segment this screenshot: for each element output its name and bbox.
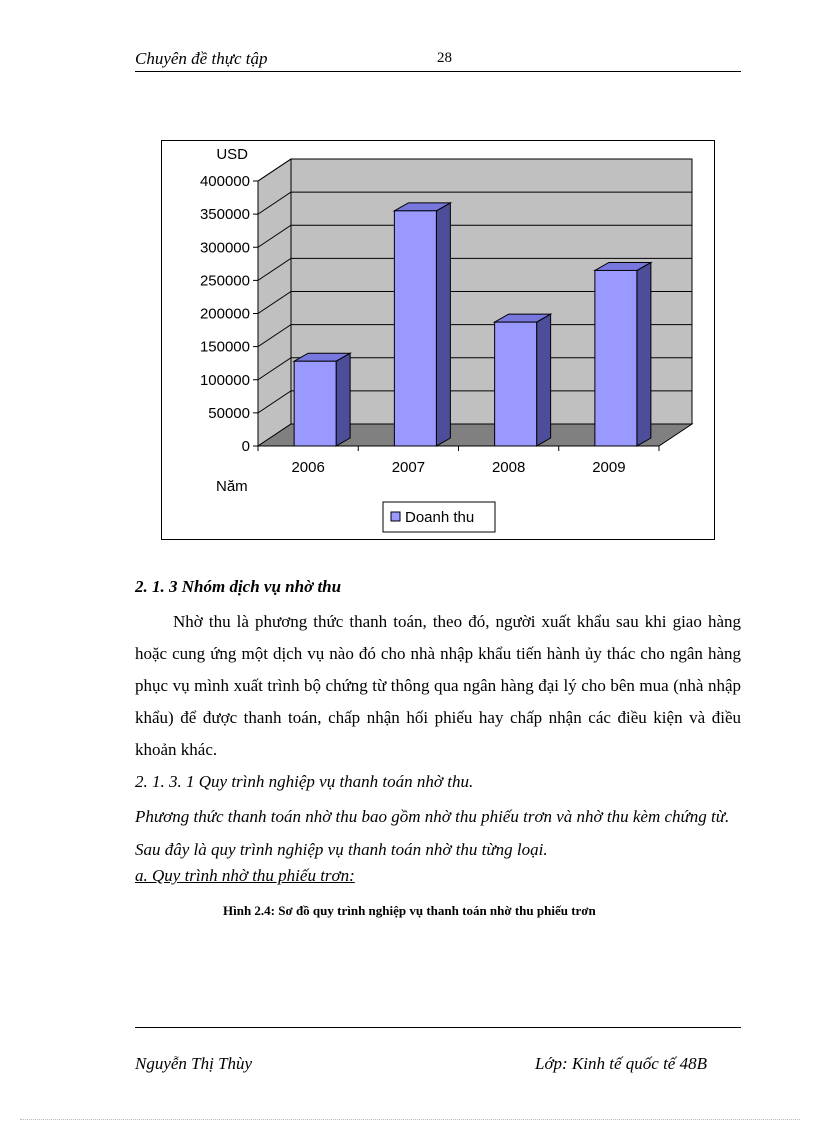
bar-side xyxy=(336,353,350,446)
bar-side xyxy=(537,314,551,446)
y-tick-label: 0 xyxy=(241,438,250,455)
page-number: 28 xyxy=(437,50,452,66)
y-tick-label: 150000 xyxy=(199,338,250,356)
legend xyxy=(383,502,495,532)
bottom-dotted-line xyxy=(20,1119,800,1120)
legend-swatch xyxy=(391,512,400,521)
y-axis-title: USD xyxy=(216,146,248,163)
bar-side xyxy=(436,203,450,446)
bar-2007 xyxy=(394,203,450,446)
legend-label: Doanh thu xyxy=(405,509,475,526)
bar-front xyxy=(294,361,336,446)
y-tick-label: 100000 xyxy=(199,371,250,389)
x-tick-label: 2006 xyxy=(291,459,325,476)
bar-2006 xyxy=(294,353,350,446)
x-axis-title: Năm xyxy=(216,478,248,495)
x-tick-label: 2009 xyxy=(592,459,626,476)
revenue-chart xyxy=(161,140,715,540)
bar-front xyxy=(595,270,637,446)
bar-front xyxy=(394,211,436,446)
section-heading: 2. 1. 3 Nhóm dịch vụ nhờ thu xyxy=(135,577,342,596)
header-rule xyxy=(135,71,741,72)
footer-author: Nguyễn Thị Thùy xyxy=(135,1054,253,1073)
bar-front xyxy=(495,322,537,446)
chart-canvas xyxy=(162,141,714,539)
bar-side xyxy=(637,262,651,446)
header-title: Chuyên đề thực tập xyxy=(135,49,268,68)
x-tick-label: 2007 xyxy=(391,459,426,476)
y-tick-label: 50000 xyxy=(208,404,250,422)
y-tick-label: 250000 xyxy=(199,272,250,290)
figure-caption: Hình 2.4: Sơ đồ quy trình nghiệp vụ thanh toán nhờ thu phiếu trơn xyxy=(223,903,596,918)
bar-2009 xyxy=(595,262,651,446)
y-tick-label: 400000 xyxy=(199,173,250,190)
y-tick-label: 300000 xyxy=(199,239,250,257)
footer-rule xyxy=(135,1027,741,1028)
underlined-heading: a. Quy trình nhờ thu phiếu trơn: xyxy=(135,866,355,885)
y-tick-label: 200000 xyxy=(199,305,250,323)
bar-2008 xyxy=(495,314,551,446)
sub-heading: 2. 1. 3. 1 Quy trình nghiệp vụ thanh toán nhờ thu. xyxy=(135,772,474,791)
footer-class: Lớp: Kinh tế quốc tế 48B xyxy=(535,1054,707,1073)
body-paragraph: Nhờ thu là phương thức thanh toán, theo đó, người xuất khẩu sau khi giao hàng hoặc cung ứng một dịch vụ nào đó cho nhà nhập khẩu tiến hành ủy thác cho ngân hàng phục vụ mình xuất trình bộ chứng từ thông qua ngân hàng đại lý cho bên mua (nhà nhập khẩu) để được thanh toán, chấp nhận hối phiếu hay chấp nhận các điều kiện và điều khoản khác. xyxy=(135,612,741,759)
y-tick-label: 350000 xyxy=(199,206,250,224)
x-tick-label: 2008 xyxy=(491,459,526,476)
italic-paragraph: Phương thức thanh toán nhờ thu bao gồm nhờ thu phiếu trơn và nhờ thu kèm chứng từ. Sau đây là quy trình nghiệp vụ thanh toán nhờ thu từng loại. xyxy=(135,807,730,859)
